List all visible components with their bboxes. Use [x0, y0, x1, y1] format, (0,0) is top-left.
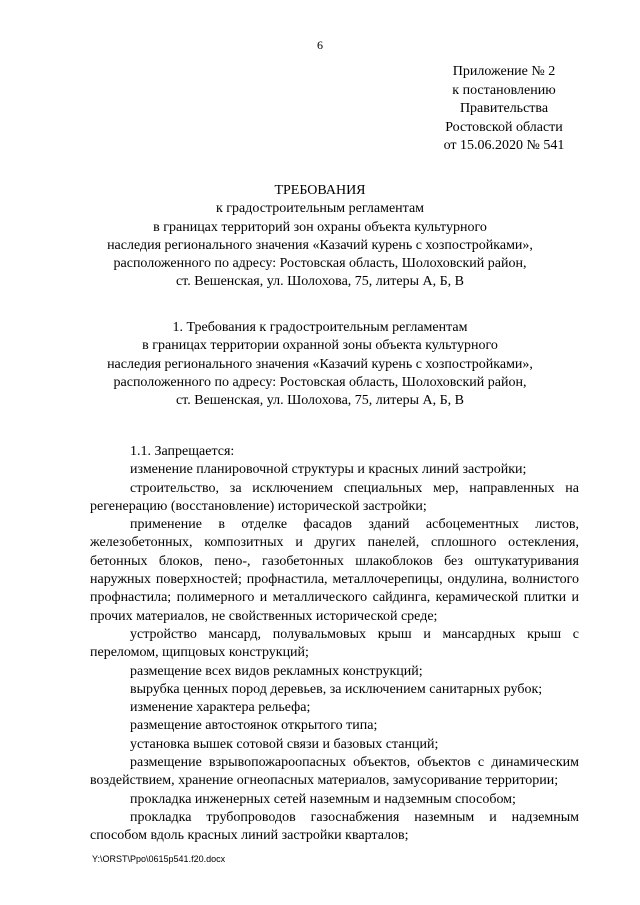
list-item: размещение автостоянок открытого типа; [130, 718, 378, 734]
list-item: размещение взрывопожароопасных объектов, объектов с динамическим воздействием, хранение огнеопасных материалов, замусоривание территории; [90, 755, 579, 789]
section-line: 1. Требования к градостроительным регламентам [172, 320, 468, 335]
list-item: устройство мансард, полувальмовых крыш и мансардных крыш с переломом, щипцовых конструкций; [90, 626, 579, 661]
attachment-header [424, 63, 584, 156]
section-line: ст. Вешенская, ул. Шолохова, 75, литеры А, Б, В [175, 393, 465, 409]
list-item: размещение всех видов рекламных конструкций; [130, 663, 423, 679]
list-item: строительство, за исключением специальных мер, направленных на регенерацию (восстановление) исторической застройки; [90, 480, 579, 514]
document-body [90, 443, 579, 846]
section-line: в границах территории охранной зоны объекта культурного [142, 338, 498, 354]
attachment-line: от 15.06.2020 № 541 [443, 138, 565, 153]
list-item: прокладка трубопроводов газоснабжения наземным и надземным способом вдоль красных линий застройки кварталов; [90, 809, 579, 844]
title-line: расположенного по адресу: Ростовская область, Шолоховский район, [113, 256, 527, 272]
document-title [0, 182, 640, 292]
list-item: вырубка ценных пород деревьев, за исключением санитарных рубок; [130, 681, 543, 697]
title-line: к градостроительным регламентам [215, 201, 425, 217]
title-line: наследия регионального значения «Казачий курень с хозпостройками», [107, 237, 533, 253]
attachment-line: к постановлению [452, 82, 556, 98]
list-item: установка вышек сотовой связи и базовых станций; [130, 736, 439, 752]
title-heading: ТРЕБОВАНИЯ [274, 183, 366, 198]
page-number: 6 [317, 38, 323, 52]
list-item: изменение характера рельефа; [130, 700, 311, 716]
list-item: изменение планировочной структуры и красных линий застройки; [130, 462, 527, 478]
list-item: применение в отделке фасадов зданий асбоцементных листов, железобетонных, композитных и других панелей, сплошного остекления, бетонных блоков, пено-, газобетонных шлакоблоков без оштукатуривания наружных поверхностей; профнастила, металлочерепицы, ондулина, волнистого профнастила; полимерного и металлического сайдинга, керамической плитки и прочих материалов, не свойственных исторической среде; [90, 517, 579, 624]
file-path-footer: Y:\ORST\Ppo\0615p541.f20.docx [92, 854, 226, 864]
attachment-line: Правительства [459, 101, 549, 116]
section-heading [0, 319, 640, 410]
title-line: в границах территорий зон охраны объекта культурного [153, 219, 487, 235]
section-line: наследия регионального значения «Казачий курень с хозпостройками», [107, 356, 533, 372]
attachment-line: Ростовской области [445, 119, 563, 135]
list-item: прокладка инженерных сетей наземным и надземным способом; [130, 791, 516, 807]
title-line: ст. Вешенская, ул. Шолохова, 75, литеры А, Б, В [175, 274, 465, 290]
section-line: расположенного по адресу: Ростовская область, Шолоховский район, [113, 374, 527, 390]
attachment-line: Приложение № 2 [452, 64, 556, 79]
subsection-heading: 1.1. Запрещается: [130, 444, 235, 459]
